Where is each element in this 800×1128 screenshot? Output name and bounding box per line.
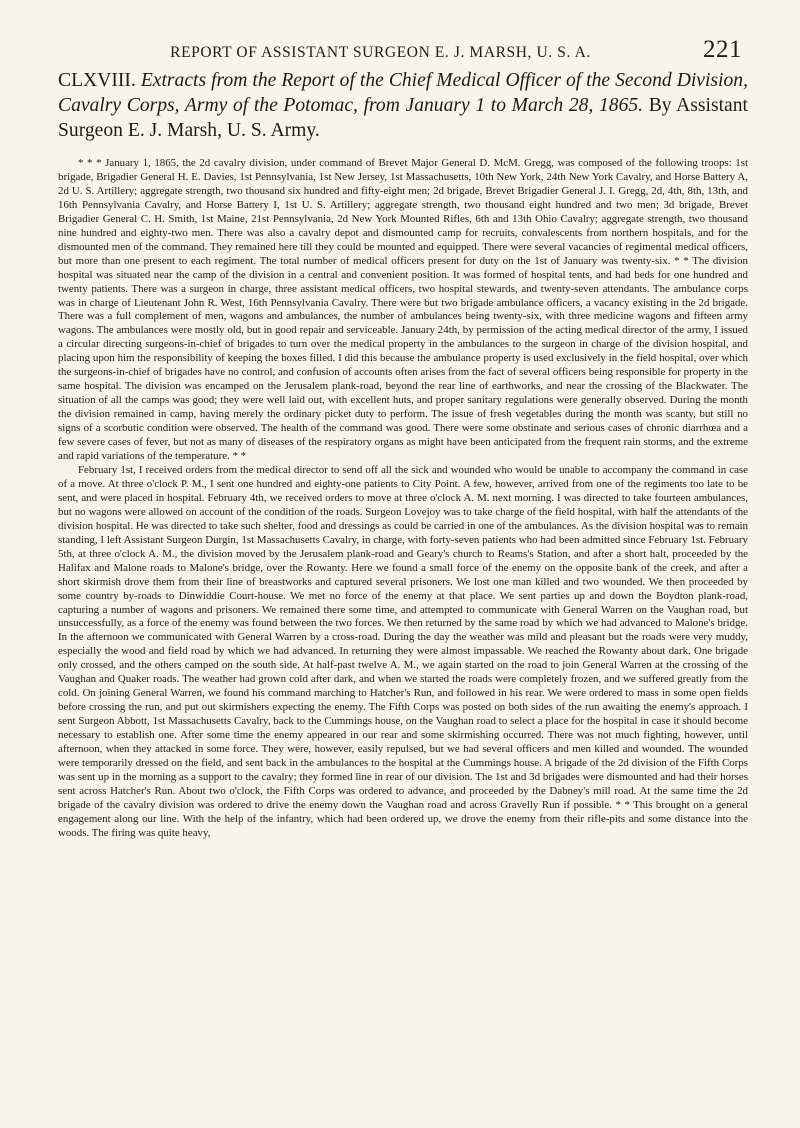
report-number: CLXVIII. (58, 70, 136, 91)
paragraph-february: February 1st, I received orders from the medical director to send off all the sick and wounded who would be unable to accompany the command in case of a move. At three o'clock P. M., I sent one hundred and eighty-one patients to City Point. A few, however, arrived from one of the regiments too late to be sent, and were placed in hospital. February 4th, we received orders to move at three o'clock A. M. next morning. I was directed to take fourteen ambulances, but no wagons were allowed on account of the condition of the roads. Surgeon Lovejoy was to take charge of the field hospital, with half the attendants of the division hospital. He was directed to take such shelter, food and dressings as could be carried in one of the ambulances. As the division hospital was to remain standing, I left Assistant Surgeon Durgin, 1st Massachusetts Cavalry, in charge, with forty-seven patients who had been admitted since February 1st. February 5th, at three o'clock A. M., the division moved by the Jerusalem plank-road and Geary's church to Reams's Station, and after a short halt, proceeded by the Halifax and Malone roads to Malone's bridge, over the Rowanty. Here we found a small force of the enemy on the opposite bank of the creek, and after a short skirmish drove them from their line of breastworks and captured several prisoners. We lost one man killed and two wounded. We then proceeded by some country by-roads to Dinwiddie Court-house. We met no force of the enemy at that place. We sent parties up and down the Boydton plank-road, capturing a number of wagons and prisoners. We remained there some time, and attempted to communicate with General Warren on the Vaughan road, but unsuccessfully, as a force of the enemy was found between the two forces. We then returned by the same road by which we had advanced to Malone's bridge. In the afternoon we communicated with General Warren by a cross-road. During the day the weather was mild and pleasant but the roads were very muddy, especially the wood and field road by which we had advanced. In returning they were almost impassable. We reached the Rowanty about dark. One brigade only crossed, and the others camped on the south side. At half-past twelve A. M., we again started on the road to join General Warren at the crossing of the Vaughan and Quaker roads. The weather had grown cold after dark, and when we started the roads were completely frozen, and we suffered greatly from the cold. On joining General Warren, we found his command marching to Hatcher's Run, and followed in his rear. We were ordered to mass in some open fields before crossing the run, and put out skirmishers expecting the enemy. The Fifth Corps was posted on both sides of the run awaiting the enemy's approach. I sent Surgeon Abbott, 1st Massachusetts Cavalry, back to the Cummings house, on the Vaughan road to select a place for the hospital in case it should become necessary to establish one. After some time the enemy appeared in our rear and some skirmishing occurred. There was not much fighting, however, until afternoon, when they attacked in some force. They were, however, easily repulsed, but we had several officers and men killed and wounded. The wounded were temporarily dressed on the field, and sent back in the ambulances to the hospital at the Cummings house. A brigade of the 2d division of the Fifth Corps was sent up in the morning as a support to the cavalry; they formed line in rear of our division. The 1st and 3d brigades were dismounted and had their horses sent across Hatcher's Run. About two o'clock, the Fifth Corps was ordered to advance, and proceeded by the Dabney's mill road. At the same time the 2d brigade of the cavalry division was ordered to drive the enemy down the Vaughan road and across Gravelly Run if possible. * * This brought on a general engagement along our line. With the help of the infantry, which had been ordered up, we drove the enemy from their rifle-pits and some distance into the woods. The firing was quite heavy, (58, 463, 748, 839)
report-title (58, 68, 748, 143)
report-heading: Extracts from the Report of the Chief Medical Officer of the Second Division, Cavalry Corps, Army of the Potomac, from January 1 to March 28, 1865. (58, 70, 748, 116)
running-head: REPORT OF ASSISTANT SURGEON E. J. MARSH, U. S. A. (170, 44, 591, 61)
page-number: 221 (703, 36, 742, 63)
report-body (58, 157, 748, 841)
report-author: By Assistant Surgeon E. J. Marsh, U. S. Army. (58, 95, 748, 141)
page-header (58, 36, 742, 64)
paragraph-january: * * * January 1, 1865, the 2d cavalry division, under command of Brevet Major General D. McM. Gregg, was composed of the following troops: 1st brigade, Brigadier General H. E. Davies, 1st Pennsylvania, 1st New Jersey, 1st Massachusetts, 10th New York, 24th New York Cavalry, and Horse Battery A, 2d U. S. Artillery; aggregate strength, two thousand six hundred and fifty-eight men; 2d brigade, Brevet Brigadier General J. I. Gregg, 2d, 4th, 8th, 13th, and 16th Pennsylvania Cavalry, and Horse Battery I, 1st U. S. Artillery; aggregate strength, two thousand eight hundred and two men; 3d brigade, Brevet Brigadier General C. H. Smith, 1st Maine, 21st Pennsylvania, 2d New York Mounted Rifles, 6th and 13th Ohio Cavalry; aggregate strength, two thousand nine hundred and eighty-two men. There was also a cavalry depot and dismounted camp for recruits, convalescents from northern hospitals, and for the dismounted men of the command. They remained here till they could be mounted and equipped. There were several vacancies of regimental medical officers, but more than one present to each regiment. The total number of medical officers present for duty on the 1st of January was twenty-six. * * The division hospital was situated near the camp of the division in a central and convenient position. It was formed of hospital tents, and had beds for one hundred and twenty patients. There was a surgeon in charge, three assistant medical officers, two hospital stewards, and twenty-seven attendants. The ambulance corps was in charge of Lieutenant John R. West, 16th Pennsylvania Cavalry. There were but two brigade ambulance officers, a vacancy existing in the 2d brigade. There was a full complement of men, wagons and ambulances, the number of ambulances being twenty-six, with three medicine wagons and fifteen army wagons. The ambulances were mostly old, but in good repair and serviceable. January 24th, by permission of the acting medical director of the army, I issued a circular directing surgeons-in-chief of brigades to turn over the medical property in the ambulances to the surgeon in charge of the division hospital, and placing upon him the responsibility of keeping the boxes filled. I did this because the ambulance property is used exclusively in the field hospital, over which the surgeons-in-chief of brigades have no control, and confusion of accounts often arises from the fact of several officers being responsible for property in the same hospital. The division was encamped on the Jerusalem plank-road, beyond the rear line of earthworks, and near the crossing of the Blackwater. The situation of all the camps was good; they were well laid out, with excellent huts, and proper sanitary regulations were generally observed. During the month the division remained in camp, having merely the ordinary picket duty to perform. The issue of fresh vegetables during the month was scanty, but still no signs of a scorbutic condition were observed. The health of the command was good. There were some obstinate and serious cases of chronic diarrhœa and a few severe cases of fever, but not as many of diseases of the respiratory organs as might have been anticipated from the frequent rain storms, and the extreme and rapid variations of the temperature. * * (58, 157, 748, 463)
